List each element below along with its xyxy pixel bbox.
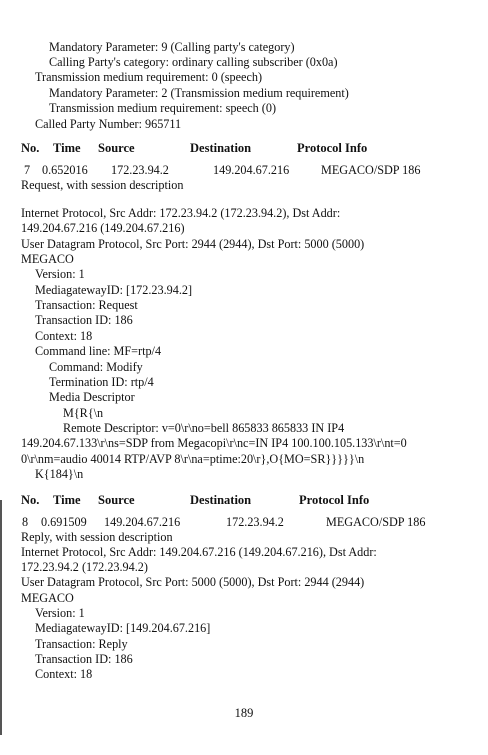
- packet-no: 8: [22, 515, 29, 529]
- header-source: Source: [98, 141, 135, 155]
- packet-protocol-info: MEGACO/SDP 186: [321, 163, 421, 177]
- detail-line: Internet Protocol, Src Addr: 149.204.67.216 (149.204.67.216), Dst Addr:: [21, 545, 377, 559]
- packet-row: [0, 163, 488, 179]
- packet-row: [0, 515, 488, 531]
- detail-line: Command: Modify: [49, 360, 143, 374]
- detail-line: M{R{\n: [63, 406, 104, 420]
- detail-line: Remote Descriptor: v=0\r\no=bell 865833 865833 IN IP4: [63, 421, 345, 435]
- detail-line: Version: 1: [35, 606, 85, 620]
- detail-line: MEGACO: [21, 591, 74, 605]
- packet-time: 0.652016: [42, 163, 88, 177]
- header-destination: Destination: [190, 141, 252, 155]
- packet-time: 0.691509: [41, 515, 87, 529]
- header-no: No.: [21, 493, 40, 507]
- text-line: Calling Party's category: ordinary calling subscriber (0x0a): [49, 55, 338, 69]
- detail-line: K{184}\n: [35, 467, 84, 481]
- header-protocol-info: Protocol Info: [297, 141, 368, 155]
- text-line: Transmission medium requirement: speech (0): [49, 101, 277, 115]
- packet-summary: Reply, with session description: [21, 530, 173, 544]
- detail-line: 149.204.67.216 (149.204.67.216): [21, 221, 185, 235]
- page-number: 189: [234, 706, 254, 720]
- detail-line: Internet Protocol, Src Addr: 172.23.94.2 (172.23.94.2), Dst Addr:: [21, 206, 341, 220]
- detail-line: Command line: MF=rtp/4: [35, 344, 162, 358]
- packet-list-header: [0, 493, 488, 509]
- text-line: Transmission medium requirement: 0 (speech): [35, 70, 263, 84]
- detail-line: Transaction: Request: [35, 298, 138, 312]
- packet-destination: 172.23.94.2: [226, 515, 284, 529]
- text-line: Mandatory Parameter: 9 (Calling party's category): [49, 40, 295, 54]
- detail-line: User Datagram Protocol, Src Port: 5000 (5000), Dst Port: 2944 (2944): [21, 575, 365, 589]
- header-time: Time: [53, 493, 81, 507]
- detail-line: Version: 1: [35, 267, 85, 281]
- header-destination: Destination: [190, 493, 252, 507]
- packet-list-header: [0, 141, 488, 157]
- packet-destination: 149.204.67.216: [213, 163, 290, 177]
- detail-line: MediagatewayID: [149.204.67.216]: [35, 621, 211, 635]
- header-source: Source: [98, 493, 135, 507]
- text-line: Called Party Number: 965711: [35, 117, 182, 131]
- packet-source: 172.23.94.2: [111, 163, 169, 177]
- packet-protocol-info: MEGACO/SDP 186: [326, 515, 426, 529]
- detail-line: Transaction ID: 186: [35, 652, 133, 666]
- detail-line: Media Descriptor: [49, 390, 135, 404]
- header-protocol-info: Protocol Info: [299, 493, 370, 507]
- detail-line: MEGACO: [21, 252, 74, 266]
- packet-no: 7: [24, 163, 31, 177]
- header-no: No.: [21, 141, 40, 155]
- detail-line: Context: 18: [35, 667, 93, 681]
- text-line: Mandatory Parameter: 2 (Transmission medium requirement): [49, 86, 349, 100]
- detail-line: 172.23.94.2 (172.23.94.2): [21, 560, 148, 574]
- detail-line: Context: 18: [35, 329, 93, 343]
- header-time: Time: [53, 141, 81, 155]
- detail-line: Transaction: Reply: [35, 637, 128, 651]
- detail-line: Termination ID: rtp/4: [49, 375, 154, 389]
- detail-line: MediagatewayID: [172.23.94.2]: [35, 283, 193, 297]
- detail-line: 149.204.67.133\r\ns=SDP from Megacopi\r\nc=IN IP4 100.100.105.133\r\nt=0: [21, 436, 407, 450]
- packet-source: 149.204.67.216: [104, 515, 181, 529]
- detail-line: 0\r\nm=audio 40014 RTP/AVP 8\r\na=ptime:20\r},O{MO=SR}}}}}\n: [21, 452, 365, 466]
- packet-summary: Request, with session description: [21, 178, 184, 192]
- detail-line: Transaction ID: 186: [35, 313, 133, 327]
- detail-line: User Datagram Protocol, Src Port: 2944 (2944), Dst Port: 5000 (5000): [21, 237, 365, 251]
